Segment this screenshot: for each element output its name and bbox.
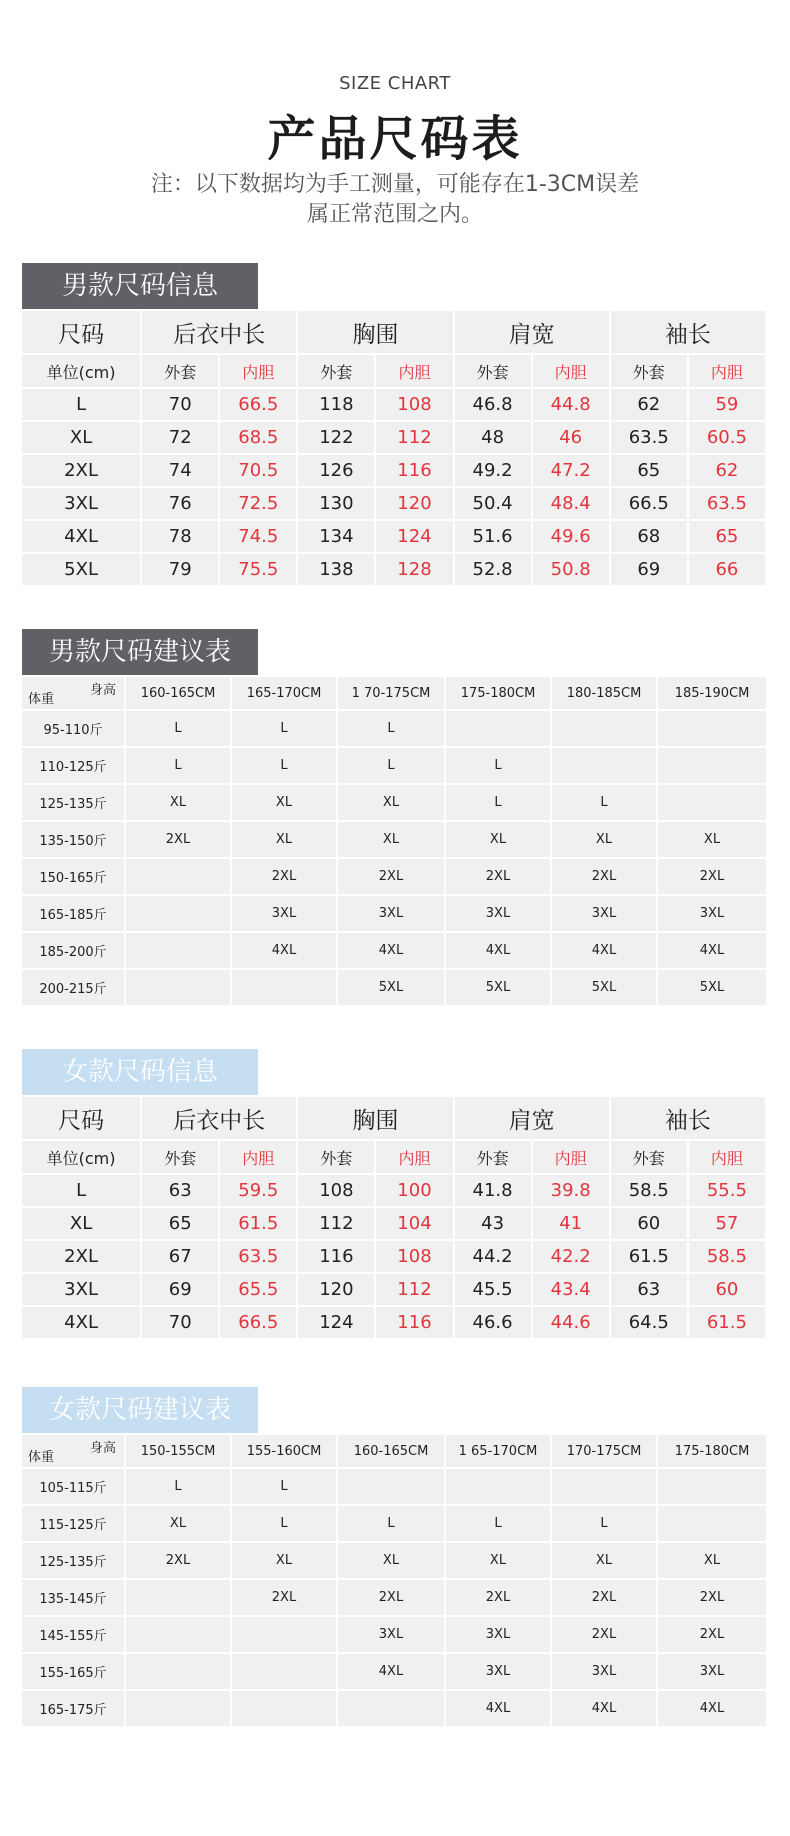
size-cell xyxy=(552,748,656,783)
outer-value: 63.5 xyxy=(611,422,687,453)
size-cell: 2XL xyxy=(446,1580,550,1615)
size-cell: 3XL xyxy=(22,488,140,519)
table-row xyxy=(22,1691,766,1726)
inner-value: 66.5 xyxy=(220,1307,296,1338)
outer-value: 69 xyxy=(142,1274,218,1305)
size-cell: L xyxy=(232,1506,336,1541)
size-cell xyxy=(658,748,766,783)
outer-value: 69 xyxy=(611,554,687,585)
table-row xyxy=(22,554,765,585)
size-cell xyxy=(126,859,230,894)
outer-label: 外套 xyxy=(298,355,374,387)
inner-value: 104 xyxy=(376,1208,452,1239)
size-cell: 2XL xyxy=(658,859,766,894)
outer-value: 48 xyxy=(455,422,531,453)
height-header: 155-160CM xyxy=(232,1435,336,1467)
table-row xyxy=(22,1307,765,1338)
outer-value: 126 xyxy=(298,455,374,486)
outer-value: 134 xyxy=(298,521,374,552)
size-cell: 4XL xyxy=(552,933,656,968)
size-cell xyxy=(126,1617,230,1652)
size-cell: L xyxy=(446,748,550,783)
subheader-row xyxy=(22,1141,765,1173)
size-cell xyxy=(446,711,550,746)
outer-value: 72 xyxy=(142,422,218,453)
size-cell: 3XL xyxy=(446,1654,550,1689)
weight-cell: 150-165斤 xyxy=(22,859,124,894)
inner-value: 44.6 xyxy=(533,1307,609,1338)
size-cell: L xyxy=(126,748,230,783)
weight-cell: 165-185斤 xyxy=(22,896,124,931)
table-row xyxy=(22,970,766,1005)
inner-value: 57 xyxy=(689,1208,765,1239)
inner-value: 74.5 xyxy=(220,521,296,552)
height-header: 1 65-170CM xyxy=(446,1435,550,1467)
size-cell: 3XL xyxy=(658,1654,766,1689)
size-cell: 2XL xyxy=(232,859,336,894)
outer-label: 外套 xyxy=(455,1141,531,1173)
measure-group-header: 后衣中长 xyxy=(142,311,296,353)
size-cell: 3XL xyxy=(338,896,444,931)
outer-value: 64.5 xyxy=(611,1307,687,1338)
height-header: 165-170CM xyxy=(232,677,336,709)
size-cell: 3XL xyxy=(232,896,336,931)
size-column-header: 尺码 xyxy=(22,1097,140,1139)
size-cell xyxy=(232,1654,336,1689)
weight-cell: 155-165斤 xyxy=(22,1654,124,1689)
size-cell: XL xyxy=(446,822,550,857)
inner-value: 112 xyxy=(376,422,452,453)
size-cell: XL xyxy=(338,785,444,820)
size-cell: 4XL xyxy=(338,933,444,968)
women-suggest-table xyxy=(20,1433,768,1728)
size-cell xyxy=(232,1691,336,1726)
size-cell: XL xyxy=(446,1543,550,1578)
outer-value: 78 xyxy=(142,521,218,552)
outer-value: 61.5 xyxy=(611,1241,687,1272)
outer-value: 116 xyxy=(298,1241,374,1272)
inner-value: 65 xyxy=(689,521,765,552)
outer-value: 65 xyxy=(142,1208,218,1239)
table-row xyxy=(22,1469,766,1504)
table-row xyxy=(22,389,765,420)
size-cell xyxy=(658,711,766,746)
outer-value: 49.2 xyxy=(455,455,531,486)
size-cell xyxy=(552,1469,656,1504)
women-info-table xyxy=(20,1095,767,1340)
outer-value: 112 xyxy=(298,1208,374,1239)
size-cell xyxy=(658,1506,766,1541)
size-cell: 5XL xyxy=(338,970,444,1005)
weight-cell: 125-135斤 xyxy=(22,785,124,820)
size-cell: 3XL xyxy=(446,1617,550,1652)
inner-value: 112 xyxy=(376,1274,452,1305)
inner-value: 68.5 xyxy=(220,422,296,453)
size-cell: L xyxy=(22,389,140,420)
size-cell xyxy=(552,711,656,746)
size-cell: L xyxy=(232,1469,336,1504)
size-cell: 2XL xyxy=(338,859,444,894)
size-cell: L xyxy=(126,711,230,746)
measurement-note xyxy=(0,170,790,230)
size-cell: XL xyxy=(338,1543,444,1578)
height-header: 175-180CM xyxy=(658,1435,766,1467)
header-row xyxy=(22,677,766,709)
header-row xyxy=(22,1435,766,1467)
corner-cell xyxy=(22,1435,124,1467)
size-cell: 2XL xyxy=(126,822,230,857)
table-row xyxy=(22,488,765,519)
weight-cell: 125-135斤 xyxy=(22,1543,124,1578)
size-cell: L xyxy=(338,711,444,746)
inner-value: 72.5 xyxy=(220,488,296,519)
size-cell: 5XL xyxy=(22,554,140,585)
size-cell xyxy=(126,1580,230,1615)
size-cell xyxy=(232,970,336,1005)
size-cell: 4XL xyxy=(446,933,550,968)
size-cell: 2XL xyxy=(552,1580,656,1615)
outer-value: 52.8 xyxy=(455,554,531,585)
size-cell: XL xyxy=(552,1543,656,1578)
table-row xyxy=(22,896,766,931)
table-row xyxy=(22,1175,765,1206)
height-header: 170-175CM xyxy=(552,1435,656,1467)
note-line-1: 注：以下数据均为手工测量，可能存在1-3CM误差 xyxy=(150,172,640,197)
inner-value: 44.8 xyxy=(533,389,609,420)
men-info-table xyxy=(20,309,767,587)
inner-label: 内胆 xyxy=(533,1141,609,1173)
table-row xyxy=(22,785,766,820)
inner-value: 100 xyxy=(376,1175,452,1206)
inner-value: 50.8 xyxy=(533,554,609,585)
men-info-tag: 男款尺码信息 xyxy=(22,263,258,309)
inner-value: 55.5 xyxy=(689,1175,765,1206)
inner-value: 120 xyxy=(376,488,452,519)
size-cell: XL xyxy=(232,822,336,857)
size-cell: L xyxy=(552,785,656,820)
size-cell xyxy=(232,1617,336,1652)
women-suggest-tag: 女款尺码建议表 xyxy=(22,1387,258,1433)
size-cell: XL xyxy=(232,785,336,820)
size-cell: 4XL xyxy=(338,1654,444,1689)
outer-value: 79 xyxy=(142,554,218,585)
inner-value: 62 xyxy=(689,455,765,486)
size-cell: 5XL xyxy=(658,970,766,1005)
size-cell: XL xyxy=(126,1506,230,1541)
weight-cell: 185-200斤 xyxy=(22,933,124,968)
table-row xyxy=(22,1580,766,1615)
table-row xyxy=(22,422,765,453)
size-cell: L xyxy=(552,1506,656,1541)
table-row xyxy=(22,1208,765,1239)
subheader-row xyxy=(22,355,765,387)
size-cell xyxy=(126,1691,230,1726)
weight-cell: 115-125斤 xyxy=(22,1506,124,1541)
inner-value: 59 xyxy=(689,389,765,420)
inner-value: 116 xyxy=(376,1307,452,1338)
size-cell: 2XL xyxy=(22,1241,140,1272)
inner-value: 60 xyxy=(689,1274,765,1305)
size-cell xyxy=(658,1469,766,1504)
inner-label: 内胆 xyxy=(220,1141,296,1173)
measure-group-header: 肩宽 xyxy=(455,1097,609,1139)
measure-group-header: 后衣中长 xyxy=(142,1097,296,1139)
table-row xyxy=(22,859,766,894)
measure-group-header: 袖长 xyxy=(611,1097,765,1139)
inner-label: 内胆 xyxy=(533,355,609,387)
inner-value: 39.8 xyxy=(533,1175,609,1206)
size-cell: 4XL xyxy=(552,1691,656,1726)
size-cell: 4XL xyxy=(446,1691,550,1726)
inner-value: 70.5 xyxy=(220,455,296,486)
size-cell: 2XL xyxy=(552,1617,656,1652)
height-header: 160-165CM xyxy=(338,1435,444,1467)
table-row xyxy=(22,933,766,968)
size-cell xyxy=(338,1691,444,1726)
weight-cell: 135-150斤 xyxy=(22,822,124,857)
weight-cell: 135-145斤 xyxy=(22,1580,124,1615)
inner-value: 61.5 xyxy=(689,1307,765,1338)
height-label: 身高 xyxy=(89,1441,116,1456)
inner-value: 63.5 xyxy=(220,1241,296,1272)
inner-value: 43.4 xyxy=(533,1274,609,1305)
size-cell: XL xyxy=(22,422,140,453)
table-row xyxy=(22,711,766,746)
subtitle-en: SIZE CHART xyxy=(339,73,451,94)
outer-value: 44.2 xyxy=(455,1241,531,1272)
inner-value: 60.5 xyxy=(689,422,765,453)
table-row xyxy=(22,1241,765,1272)
size-cell xyxy=(126,933,230,968)
height-header: 1 70-175CM xyxy=(338,677,444,709)
height-header: 185-190CM xyxy=(658,677,766,709)
size-cell: 2XL xyxy=(658,1617,766,1652)
table-row xyxy=(22,1654,766,1689)
size-cell xyxy=(126,896,230,931)
size-cell xyxy=(126,1654,230,1689)
outer-value: 67 xyxy=(142,1241,218,1272)
size-cell: L xyxy=(338,1506,444,1541)
inner-value: 46 xyxy=(533,422,609,453)
inner-value: 42.2 xyxy=(533,1241,609,1272)
size-cell: 2XL xyxy=(232,1580,336,1615)
height-header: 150-155CM xyxy=(126,1435,230,1467)
height-header: 160-165CM xyxy=(126,677,230,709)
size-cell: L xyxy=(446,1506,550,1541)
weight-cell: 200-215斤 xyxy=(22,970,124,1005)
outer-value: 130 xyxy=(298,488,374,519)
inner-value: 116 xyxy=(376,455,452,486)
size-cell xyxy=(658,785,766,820)
outer-value: 51.6 xyxy=(455,521,531,552)
size-cell: 3XL xyxy=(446,896,550,931)
size-cell: 3XL xyxy=(552,896,656,931)
table-row xyxy=(22,1506,766,1541)
outer-value: 58.5 xyxy=(611,1175,687,1206)
weight-cell: 105-115斤 xyxy=(22,1469,124,1504)
size-cell: L xyxy=(22,1175,140,1206)
size-cell: 3XL xyxy=(338,1617,444,1652)
inner-value: 63.5 xyxy=(689,488,765,519)
header-row xyxy=(22,1097,765,1139)
outer-value: 122 xyxy=(298,422,374,453)
men-suggest-table xyxy=(20,675,768,1007)
inner-value: 66 xyxy=(689,554,765,585)
weight-cell: 95-110斤 xyxy=(22,711,124,746)
inner-value: 66.5 xyxy=(220,389,296,420)
inner-value: 108 xyxy=(376,389,452,420)
size-cell: XL xyxy=(22,1208,140,1239)
inner-label: 内胆 xyxy=(220,355,296,387)
height-label: 身高 xyxy=(89,683,116,698)
outer-value: 50.4 xyxy=(455,488,531,519)
outer-value: 46.6 xyxy=(455,1307,531,1338)
outer-value: 62 xyxy=(611,389,687,420)
size-cell: L xyxy=(446,785,550,820)
note-line-2: 属正常范围之内。 xyxy=(306,202,483,227)
page-title: 产品尺码表 xyxy=(267,111,523,167)
size-cell: XL xyxy=(338,822,444,857)
men-suggest-tag: 男款尺码建议表 xyxy=(22,629,258,675)
weight-label: 体重 xyxy=(28,1450,55,1465)
inner-value: 124 xyxy=(376,521,452,552)
inner-value: 108 xyxy=(376,1241,452,1272)
size-cell: 2XL xyxy=(126,1543,230,1578)
outer-label: 外套 xyxy=(455,355,531,387)
size-cell: 2XL xyxy=(552,859,656,894)
weight-cell: 110-125斤 xyxy=(22,748,124,783)
unit-label: 单位(cm) xyxy=(22,355,140,387)
size-cell: L xyxy=(338,748,444,783)
outer-label: 外套 xyxy=(611,1141,687,1173)
inner-value: 58.5 xyxy=(689,1241,765,1272)
table-row xyxy=(22,1543,766,1578)
size-cell: 4XL xyxy=(232,933,336,968)
inner-label: 内胆 xyxy=(376,1141,452,1173)
outer-value: 70 xyxy=(142,389,218,420)
inner-value: 41 xyxy=(533,1208,609,1239)
size-cell xyxy=(446,1469,550,1504)
outer-value: 60 xyxy=(611,1208,687,1239)
measure-group-header: 袖长 xyxy=(611,311,765,353)
inner-value: 49.6 xyxy=(533,521,609,552)
inner-value: 65.5 xyxy=(220,1274,296,1305)
outer-value: 76 xyxy=(142,488,218,519)
outer-value: 63 xyxy=(142,1175,218,1206)
size-cell: L xyxy=(232,711,336,746)
size-cell: 5XL xyxy=(552,970,656,1005)
size-cell: XL xyxy=(552,822,656,857)
outer-value: 70 xyxy=(142,1307,218,1338)
outer-value: 108 xyxy=(298,1175,374,1206)
inner-label: 内胆 xyxy=(689,355,765,387)
size-cell xyxy=(126,970,230,1005)
size-cell: XL xyxy=(232,1543,336,1578)
outer-value: 63 xyxy=(611,1274,687,1305)
weight-label: 体重 xyxy=(28,692,55,707)
header-row xyxy=(22,311,765,353)
size-cell: 3XL xyxy=(658,896,766,931)
outer-value: 65 xyxy=(611,455,687,486)
measure-group-header: 肩宽 xyxy=(455,311,609,353)
inner-value: 59.5 xyxy=(220,1175,296,1206)
height-header: 175-180CM xyxy=(446,677,550,709)
outer-value: 74 xyxy=(142,455,218,486)
outer-value: 118 xyxy=(298,389,374,420)
inner-value: 75.5 xyxy=(220,554,296,585)
size-cell: 5XL xyxy=(446,970,550,1005)
size-cell: 4XL xyxy=(658,1691,766,1726)
outer-value: 46.8 xyxy=(455,389,531,420)
outer-value: 120 xyxy=(298,1274,374,1305)
size-cell: 4XL xyxy=(22,521,140,552)
table-row xyxy=(22,1274,765,1305)
size-cell: 2XL xyxy=(446,859,550,894)
size-cell: 2XL xyxy=(22,455,140,486)
outer-value: 41.8 xyxy=(455,1175,531,1206)
size-cell: 3XL xyxy=(22,1274,140,1305)
outer-value: 66.5 xyxy=(611,488,687,519)
height-header: 180-185CM xyxy=(552,677,656,709)
inner-value: 128 xyxy=(376,554,452,585)
outer-value: 45.5 xyxy=(455,1274,531,1305)
outer-value: 68 xyxy=(611,521,687,552)
table-row xyxy=(22,748,766,783)
size-cell xyxy=(338,1469,444,1504)
size-cell: 4XL xyxy=(658,933,766,968)
outer-value: 138 xyxy=(298,554,374,585)
inner-value: 61.5 xyxy=(220,1208,296,1239)
outer-label: 外套 xyxy=(142,355,218,387)
table-row xyxy=(22,521,765,552)
weight-cell: 165-175斤 xyxy=(22,1691,124,1726)
size-cell: 4XL xyxy=(22,1307,140,1338)
outer-value: 43 xyxy=(455,1208,531,1239)
table-row xyxy=(22,822,766,857)
size-cell: XL xyxy=(658,1543,766,1578)
unit-label: 单位(cm) xyxy=(22,1141,140,1173)
inner-value: 48.4 xyxy=(533,488,609,519)
size-cell: 2XL xyxy=(658,1580,766,1615)
weight-cell: 145-155斤 xyxy=(22,1617,124,1652)
table-row xyxy=(22,1617,766,1652)
measure-group-header: 胸围 xyxy=(298,311,452,353)
outer-label: 外套 xyxy=(298,1141,374,1173)
women-info-tag: 女款尺码信息 xyxy=(22,1049,258,1095)
measure-group-header: 胸围 xyxy=(298,1097,452,1139)
outer-label: 外套 xyxy=(142,1141,218,1173)
inner-value: 47.2 xyxy=(533,455,609,486)
size-cell: 2XL xyxy=(338,1580,444,1615)
inner-label: 内胆 xyxy=(689,1141,765,1173)
size-cell: L xyxy=(126,1469,230,1504)
size-column-header: 尺码 xyxy=(22,311,140,353)
table-row xyxy=(22,455,765,486)
size-cell: XL xyxy=(658,822,766,857)
size-cell: XL xyxy=(126,785,230,820)
size-cell: 3XL xyxy=(552,1654,656,1689)
outer-value: 124 xyxy=(298,1307,374,1338)
size-cell: L xyxy=(232,748,336,783)
inner-label: 内胆 xyxy=(376,355,452,387)
corner-cell xyxy=(22,677,124,709)
outer-label: 外套 xyxy=(611,355,687,387)
